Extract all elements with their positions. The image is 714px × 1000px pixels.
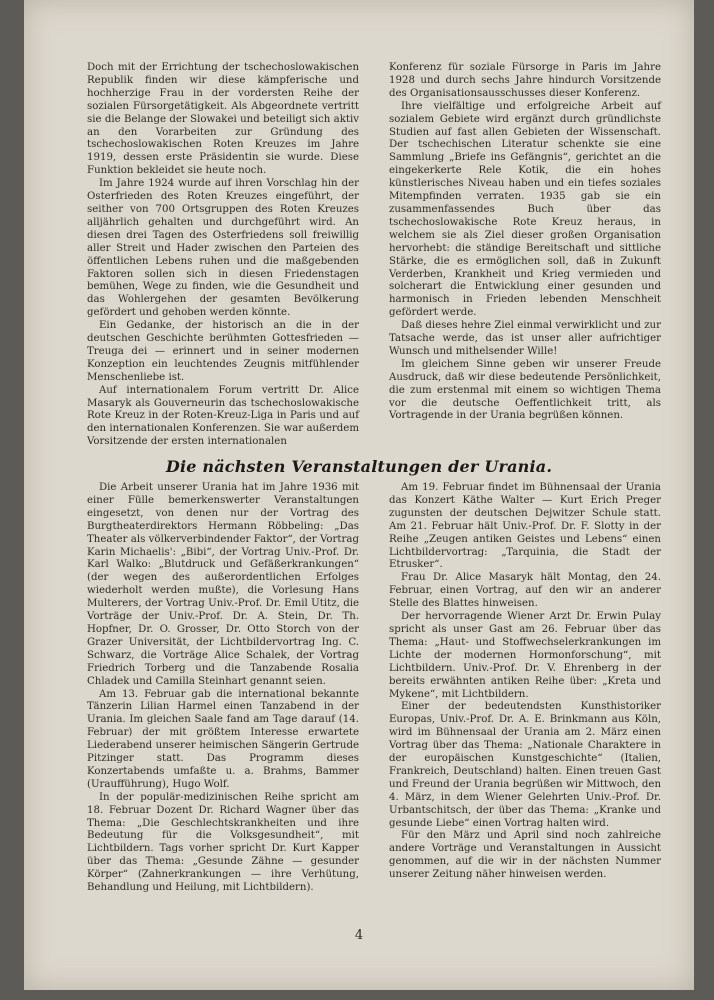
paragraph: In der populär-medizinischen Reihe spricht am 18. Februar Dozent Dr. Richard Wagner über das Thema: „Die Geschlechtskrankheiten und ihre Bedeutung für die Volksgesundheit“, mit Lichtbildern. Tags vorher spricht Dr. Kurt Kapper über das Thema: „Gesunde Zähne — gesunder Körper“ (Zahnerkrankungen — ihre Verhütung, Behandlung und Heilung, mit Lichtbildern). (87, 791, 359, 894)
section-heading: Die nächsten Veranstaltungen der Urania. (165, 457, 553, 476)
newspaper-page (24, 0, 694, 990)
paragraph: Für den März und April sind noch zahlreiche andere Vorträge und Veranstaltungen in Aussicht genommen, auf die wir in der nächsten Nummer unserer Zeitung näher hinweisen werden. (389, 830, 661, 881)
article-column-top-left (87, 62, 359, 449)
paragraph: Einer der bedeutendsten Kunsthistoriker Europas, Univ.-Prof. Dr. A. E. Brinkmann aus Köln, wird im Bühnensaal der Urania am 2. März einen Vortrag über das Thema: „Nationale Charaktere in der europäischen Kunstgeschichte“ (Italien, Frankreich, Deutschland) halten. Einen treuen Gast und Freund der Urania begrüßen wir Mittwoch, den 4. März, in dem Wiener Gelehrten Univ.-Prof. Dr. Urbantschitsch, der über das Thema: „Kranke und gesunde Liebe“ einen Vortrag halten wird. (389, 701, 661, 829)
article-column-top-right (389, 62, 661, 423)
page-number: 4 (354, 928, 364, 943)
paragraph: Im gleichem Sinne geben wir unserer Freude Ausdruck, daß wir diese bedeutende Persönlichkeit, die zum erstenmal mit einem so wichtigen Thema vor die deutsche Oeffentlichkeit tritt, als Vortragende in der Urania begrüßen können. (389, 358, 661, 422)
paragraph: Die Arbeit unserer Urania hat im Jahre 1936 mit einer Fülle bemerkenswerter Veranstaltungen eingesetzt, von denen nur der Vortrag des Burgtheaterdirektors Hermann Röbbeling: „Das Theater als völkerverbindender Faktor“, der Vortrag Karin Michaelis': „Bibi“, der Vortrag Univ.-Prof. Dr. Karl Walko: „Blutdruck und Gefäßerkrankungen“ (der wegen des außerordentlichen Erfolges wiederholt werden mußte), die Vorlesung Hans Multerers, der Vortrag Univ.-Prof. Dr. Emil Utitz, die Vorträge der Univ.-Prof. Dr. A. Stein, Dr. Th. Hopfner, Dr. O. Grosser, Dr. Otto Storch von der Grazer Universität, der Lichtbildervortrag Ing. C. Schwarz, die Vorträge Alice Schalek, der Vortrag Friedrich Torberg und die Tanzabende Rosalia Chladek und Camilla Steinhart genannt seien. (87, 482, 359, 687)
paragraph: Daß dieses hehre Ziel einmal verwirklicht und zur Tatsache werde, das ist unser aller aufrichtiger Wunsch und mithelsender Wille! (389, 320, 661, 357)
paragraph: Ihre vielfältige und erfolgreiche Arbeit auf sozialem Gebiete wird ergänzt durch gründlichste Studien auf fast allen Gebieten der Wissenschaft. Der tschechischen Literatur schenkte sie eine Sammlung „Briefe ins Gefängnis“, gerichtet an die eingekerkerte Rele Kotik, die ein hohes künstlerisches Niveau haben und ein tiefes soziales Mitempfinden verraten. 1935 gab sie ein zusammenfassendes Buch über das tschechoslowakische Rote Kreuz heraus, in welchem sie als Ziel dieser großen Organisation hervorhebt: die ständige Bereitschaft und sittliche Stärke, die es ermöglichen soll, daß in Zukunft Verderben, Krankheit und Krieg vermieden und solcherart die Entwicklung einer gesunden und harmonisch in Frieden lebenden Menschheit gefördert werde. (389, 100, 661, 319)
paragraph: Im Jahre 1924 wurde auf ihren Vorschlag hin der Osterfrieden des Roten Kreuzes eingeführt, der seither von 700 Ortsgruppen des Roten Kreuzes alljährlich gehalten und durchgeführt wird. An diesen drei Tagen des Osterfriedens soll freiwillig aller Streit und Hader zwischen den Parteien des öffentlichen Lebens ruhen und die maßgebenden Faktoren sollen sich in diesen Friedenstagen bemühen, Wege zu finden, wie die Gesundheit und das Wohlergehen der gesamten Bevölkerung gefördert und gehoben werden könnte. (87, 178, 359, 319)
paragraph: Doch mit der Errichtung der tschechoslowakischen Republik finden wir diese kämpferische und hochherzige Frau in der vordersten Reihe der sozialen Fürsorgetätigkeit. Als Abgeordnete vertritt sie die Belange der Slowakei und beteiligt sich aktiv an den Vorarbeiten zur Gründung des tschechoslowakischen Roten Kreuzes im Jahre 1919, dessen erste Präsidentin sie wurde. Diese Funktion bekleidet sie heute noch. (87, 62, 359, 177)
paragraph: Frau Dr. Alice Masaryk hält Montag, den 24. Februar, einen Vortrag, auf den wir an anderer Stelle des Blattes hinweisen. (389, 572, 661, 610)
paragraph: Auf internationalem Forum vertritt Dr. Alice Masaryk als Gouverneurin das tschechoslowakische Rote Kreuz in der Roten-Kreuz-Liga in Paris und auf den internationalen Konferenzen. Sie war außerdem Vorsitzende der ersten internationalen (87, 384, 359, 448)
article-column-bottom-left (87, 482, 359, 895)
article-column-bottom-right (389, 482, 661, 882)
paragraph: Am 19. Februar findet im Bühnensaal der Urania das Konzert Käthe Walter — Kurt Erich Preger zugunsten der deutschen Dejwitzer Schule statt. Am 21. Februar hält Univ.-Prof. Dr. F. Slotty in der Reihe „Zeugen antiken Geistes und Lebens“ einen Lichtbildervortrag: „Tarquinia, die Stadt der Etrusker“. (389, 482, 661, 571)
paragraph: Ein Gedanke, der historisch an die in der deutschen Geschichte berühmten Gottesfrieden — Treuga dei — erinnert und in seiner modernen Konzeption ein leuchtendes Zeugnis mitfühlender Menschenliebe ist. (87, 320, 359, 383)
paragraph: Am 13. Februar gab die international bekannte Tänzerin Lilian Harmel einen Tanzabend in der Urania. Im gleichen Saale fand am Tage darauf (14. Februar) der mit größtem Interesse erwartete Liederabend unserer heimischen Sängerin Gertrude Pitzinger statt. Das Programm dieses Konzertabends umfaßte u. a. Brahms, Bammer (Uraufführung), Hugo Wolf. (87, 688, 359, 790)
paragraph: Konferenz für soziale Fürsorge in Paris im Jahre 1928 und durch sechs Jahre hindurch Vorsitzende des Organisationsausschusses dieser Konferenz. (389, 62, 661, 99)
paragraph: Der hervorragende Wiener Arzt Dr. Erwin Pulay spricht als unser Gast am 26. Februar über das Thema: „Haut- und Stoffwechselerkrankungen im Lichte der modernen Hormonforschung“, mit Lichtbildern. Univ.-Prof. Dr. V. Ehrenberg in der bereits erwähnten antiken Reihe über: „Kreta und Mykene“, mit Lichtbildern. (389, 611, 661, 700)
